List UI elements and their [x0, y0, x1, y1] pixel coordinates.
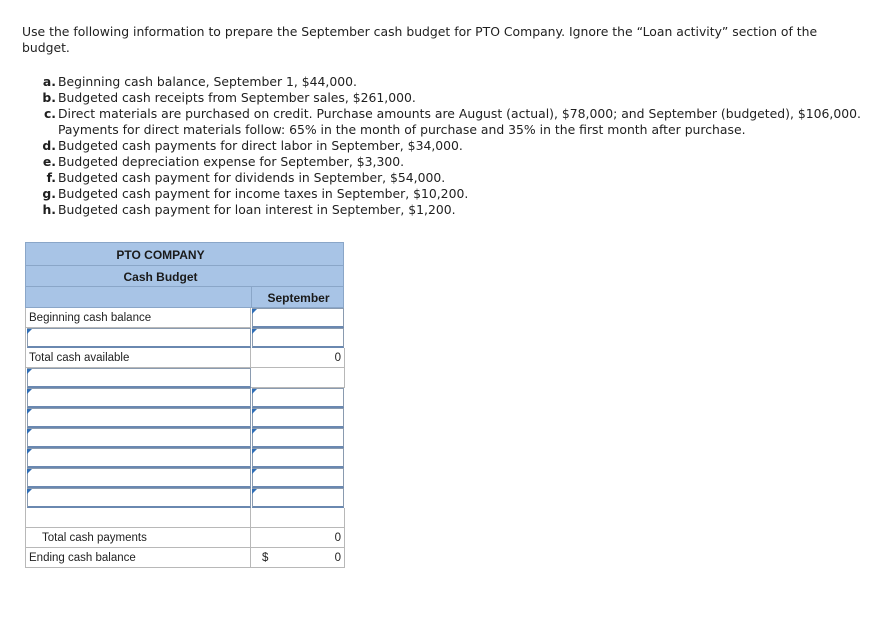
item-text-continued: Payments for direct materials follow: 65% in the month of purchase and 35% in the first month after purchase. [58, 122, 746, 137]
spacer-row [25, 508, 344, 528]
list-item [42, 106, 872, 138]
payment-label-input[interactable] [27, 428, 251, 448]
item-text: Budgeted cash payments for direct labor in September, $34,000. [58, 138, 463, 153]
spacer-value-cell [251, 508, 345, 528]
item-letter: e. [42, 154, 56, 169]
payment-row [25, 448, 344, 468]
input-marker-icon [252, 469, 257, 474]
cash-receipts-value-input[interactable] [252, 328, 344, 348]
input-marker-icon [27, 409, 32, 414]
input-marker-icon [27, 329, 32, 334]
item-letter: c. [43, 106, 56, 121]
list-item [42, 202, 872, 218]
total-cash-available-row [25, 348, 344, 368]
item-letter: b. [42, 90, 56, 105]
item-letter: d. [42, 138, 56, 153]
payment-value-input[interactable] [252, 488, 344, 508]
payment-value-input[interactable] [252, 388, 344, 408]
input-marker-icon [27, 429, 32, 434]
list-item [42, 186, 872, 202]
budget-title-row [26, 266, 343, 287]
list-item [42, 170, 872, 186]
list-item [42, 90, 872, 106]
input-marker-icon [252, 309, 257, 314]
table-header [25, 242, 344, 308]
item-text: Budgeted cash receipts from September sales, $261,000. [58, 90, 416, 105]
column-header-row [26, 287, 343, 307]
input-marker-icon [252, 489, 257, 494]
input-marker-icon [252, 329, 257, 334]
payment-label-input[interactable] [27, 368, 251, 388]
list-item [42, 154, 872, 170]
total-cash-payments-label: Total cash payments [26, 528, 251, 548]
payment-row [25, 408, 344, 428]
ending-cash-value: 0 [251, 548, 345, 568]
beginning-cash-row [25, 308, 344, 328]
beginning-cash-input[interactable] [252, 308, 344, 328]
payment-row [25, 368, 344, 388]
ending-cash-label: Ending cash balance [26, 548, 251, 568]
list-item [42, 74, 872, 90]
total-cash-available-label: Total cash available [26, 348, 251, 368]
input-marker-icon [27, 489, 32, 494]
input-marker-icon [252, 449, 257, 454]
payment-value-input[interactable] [252, 468, 344, 488]
payment-value-input[interactable] [252, 408, 344, 428]
beginning-cash-label: Beginning cash balance [26, 308, 251, 328]
item-text: Budgeted depreciation expense for September, $3,300. [58, 154, 405, 169]
information-list [42, 74, 872, 218]
payment-blank-value [251, 368, 345, 388]
ending-cash-row [25, 548, 344, 568]
item-text: Budgeted cash payment for income taxes in September, $10,200. [58, 186, 469, 201]
total-cash-payments-row [25, 528, 344, 548]
payment-label-input[interactable] [27, 408, 251, 428]
item-text: Direct materials are purchased on credit. Purchase amounts are August (actual), $78,000; and September (budgeted), $106,000. [58, 106, 861, 121]
item-letter: f. [46, 170, 56, 185]
payment-row [25, 468, 344, 488]
cash-budget-table [25, 242, 344, 568]
total-cash-available-value: 0 [251, 348, 345, 368]
item-text: Budgeted cash payment for dividends in September, $54,000. [58, 170, 446, 185]
item-letter: h. [42, 202, 56, 217]
payment-label-input[interactable] [27, 468, 251, 488]
input-marker-icon [27, 389, 32, 394]
currency-symbol: $ [262, 552, 269, 564]
item-text: Budgeted cash payment for loan interest in September, $1,200. [58, 202, 456, 217]
input-marker-icon [27, 369, 32, 374]
payment-label-input[interactable] [27, 388, 251, 408]
company-name-row [26, 243, 343, 266]
spacer-label-cell [26, 508, 251, 528]
input-marker-icon [252, 389, 257, 394]
payment-row [25, 388, 344, 408]
payment-label-input[interactable] [27, 448, 251, 468]
payment-value-input[interactable] [252, 448, 344, 468]
item-text: Beginning cash balance, September 1, $44,000. [58, 74, 357, 89]
total-cash-payments-value: 0 [251, 528, 345, 548]
input-marker-icon [27, 469, 32, 474]
input-marker-icon [252, 429, 257, 434]
cash-receipts-label-input[interactable] [27, 328, 251, 348]
budget-title: Cash Budget [123, 270, 198, 284]
september-column-header: September [267, 291, 330, 305]
input-marker-icon [252, 409, 257, 414]
item-letter: g. [42, 186, 56, 201]
list-item [42, 138, 872, 154]
item-letter: a. [42, 74, 56, 89]
payment-row [25, 428, 344, 448]
payment-value-input[interactable] [252, 428, 344, 448]
instructions-text: Use the following information to prepare the September cash budget for PTO Company. Ignore the “Loan activity” section of the budget. [22, 24, 818, 55]
input-marker-icon [27, 449, 32, 454]
payment-row [25, 488, 344, 508]
cash-receipts-row [25, 328, 344, 348]
company-name: PTO COMPANY [116, 248, 205, 262]
payment-label-input[interactable] [27, 488, 251, 508]
